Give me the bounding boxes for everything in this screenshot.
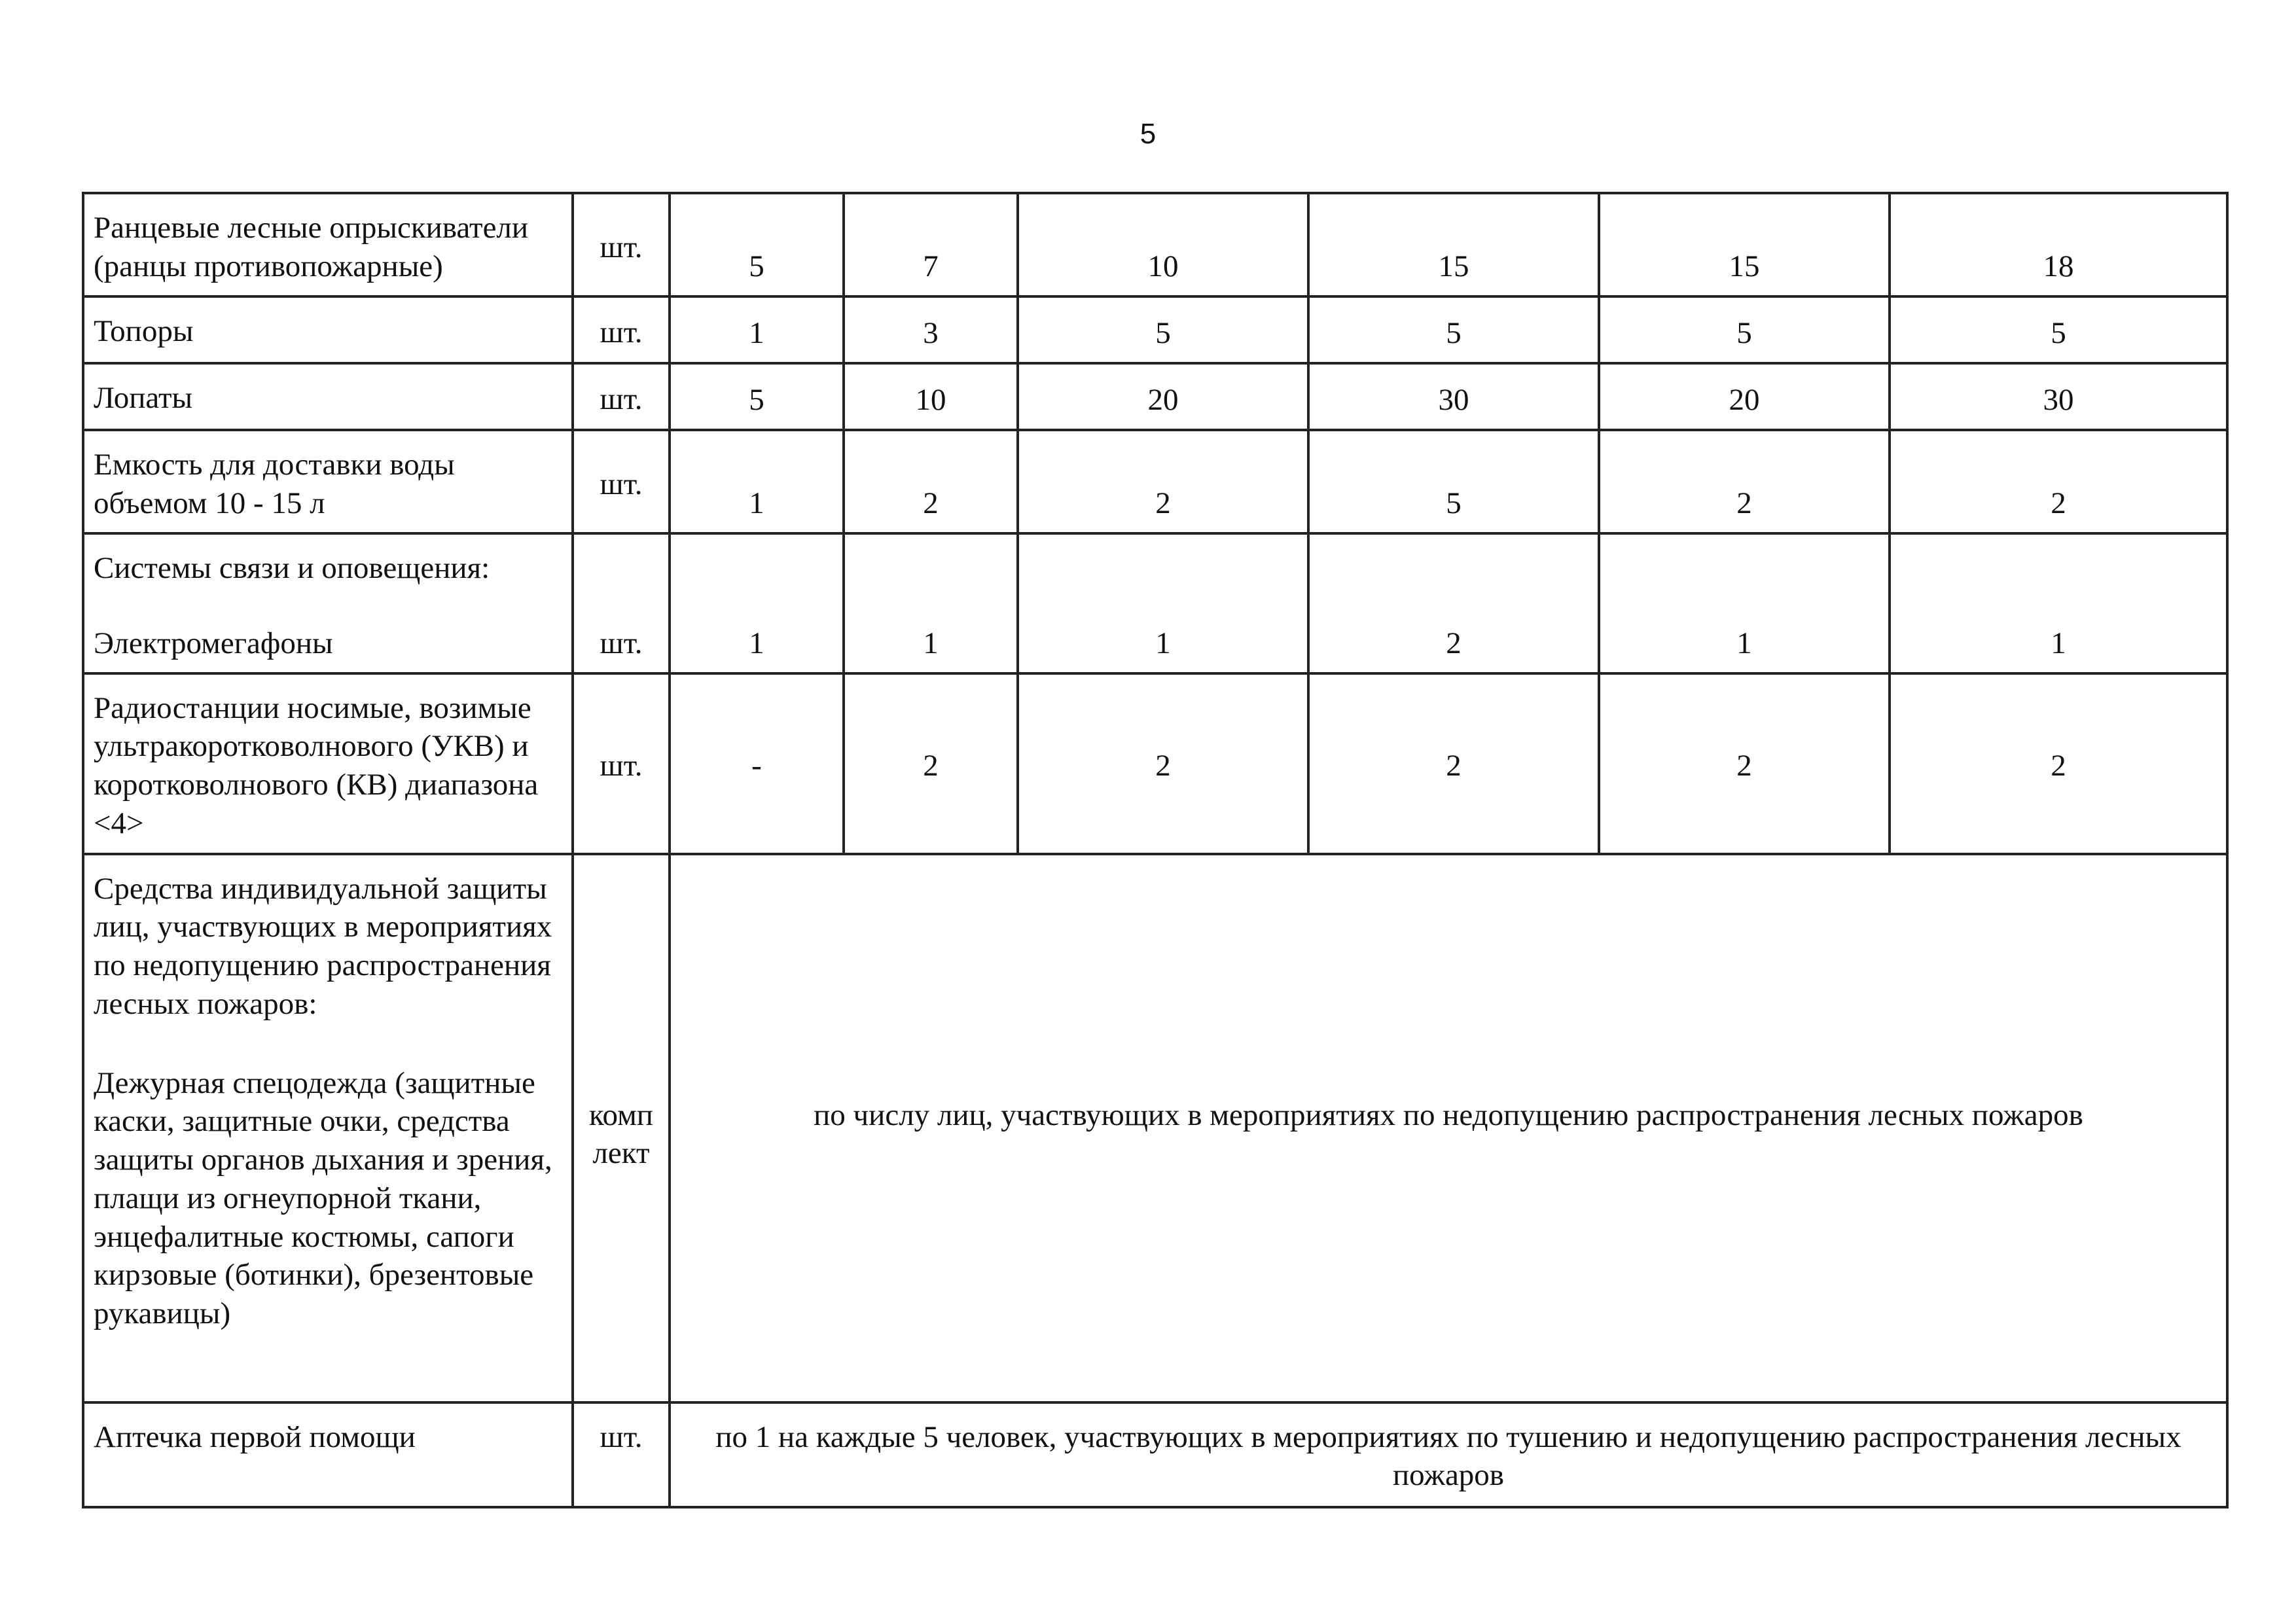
value-cell: 1 (1599, 533, 1890, 673)
table-row (83, 673, 2227, 854)
item-unit: шт. (573, 673, 670, 854)
item-name: Радиостанции носимые, возимые ультракоротковолнового (УКВ) и коротковолнового (КВ) диапазона <4> (83, 673, 573, 854)
value-cell: 10 (844, 363, 1018, 430)
value-cell: 15 (1599, 193, 1890, 296)
table-row (83, 193, 2227, 296)
value-cell: 2 (1018, 430, 1308, 533)
item-name: Лопаты (83, 363, 573, 430)
value-cell: 2 (1308, 533, 1599, 673)
value-cell: 20 (1018, 363, 1308, 430)
value-cell: 10 (1018, 193, 1308, 296)
item-name: Ранцевые лесные опрыскиватели (ранцы противопожарные) (83, 193, 573, 296)
value-cell: 2 (1599, 430, 1890, 533)
value-cell: 5 (1018, 296, 1308, 363)
table-row (83, 430, 2227, 533)
value-cell: 1 (1018, 533, 1308, 673)
table-row (83, 533, 2227, 673)
item-name (83, 854, 573, 1402)
item-name: Топоры (83, 296, 573, 363)
value-cell: 2 (844, 673, 1018, 854)
section-heading: Системы связи и оповещения: (94, 551, 490, 585)
value-cell: 1 (670, 533, 844, 673)
value-cell: 5 (1890, 296, 2227, 363)
value-cell: 15 (1308, 193, 1599, 296)
table-row (83, 296, 2227, 363)
value-cell: 3 (844, 296, 1018, 363)
value-cell: 30 (1890, 363, 2227, 430)
value-cell: 5 (1308, 430, 1599, 533)
section-heading: Средства индивидуальной защиты лиц, участвующих в мероприятиях по недопущению распространения лесных пожаров: (94, 871, 552, 1021)
value-cell: 1 (670, 296, 844, 363)
value-cell: 1 (844, 533, 1018, 673)
value-cell: 2 (1308, 673, 1599, 854)
value-cell: 2 (844, 430, 1018, 533)
value-cell: 5 (1599, 296, 1890, 363)
page-number: 5 (1139, 118, 1157, 150)
item-unit: шт. (573, 430, 670, 533)
value-cell: 2 (1890, 430, 2227, 533)
value-cell: 30 (1308, 363, 1599, 430)
value-cell: 5 (670, 193, 844, 296)
merged-note-cell (670, 854, 2227, 1402)
item-unit: шт. (573, 1402, 670, 1507)
item-unit: шт. (573, 533, 670, 673)
item-name (83, 533, 573, 673)
equipment-table (82, 192, 2229, 1508)
value-cell: 7 (844, 193, 1018, 296)
item-name: Емкость для доставки воды объемом 10 - 15 л (83, 430, 573, 533)
value-cell: 1 (670, 430, 844, 533)
value-cell: 1 (1890, 533, 2227, 673)
aid-note: по 1 на каждые 5 человек, участвующих в мероприятиях по тушению и недопущению распространения лесных пожаров (670, 1402, 2227, 1507)
item-unit: шт. (573, 363, 670, 430)
value-cell: 2 (1599, 673, 1890, 854)
item-unit: шт. (573, 193, 670, 296)
value-cell: 2 (1890, 673, 2227, 854)
value-cell: 5 (1308, 296, 1599, 363)
ppe-note: по числу лиц, участвующих в мероприятиях по недопущению распространения лесных пожаров (814, 1097, 2083, 1132)
item-unit (573, 854, 670, 1402)
item-name: Аптечка первой помощи (83, 1402, 573, 1507)
item-unit: шт. (573, 296, 670, 363)
table-row (83, 854, 2227, 1402)
item-unit-text: комп лект (589, 1097, 653, 1171)
value-cell: 20 (1599, 363, 1890, 430)
item-label: Дежурная спецодежда (защитные каски, защитные очки, средства защиты органов дыхания и зрения, плащи из огнеупорной ткани, энцефалитные костюмы, сапоги кирзовые (ботинки), брезентовые рукавицы) (94, 1065, 552, 1330)
item-label: Электромегафоны (94, 626, 333, 660)
table-row (83, 1402, 2227, 1507)
value-cell: 2 (1018, 673, 1308, 854)
table-row (83, 363, 2227, 430)
value-cell: - (670, 673, 844, 854)
value-cell: 18 (1890, 193, 2227, 296)
value-cell: 5 (670, 363, 844, 430)
